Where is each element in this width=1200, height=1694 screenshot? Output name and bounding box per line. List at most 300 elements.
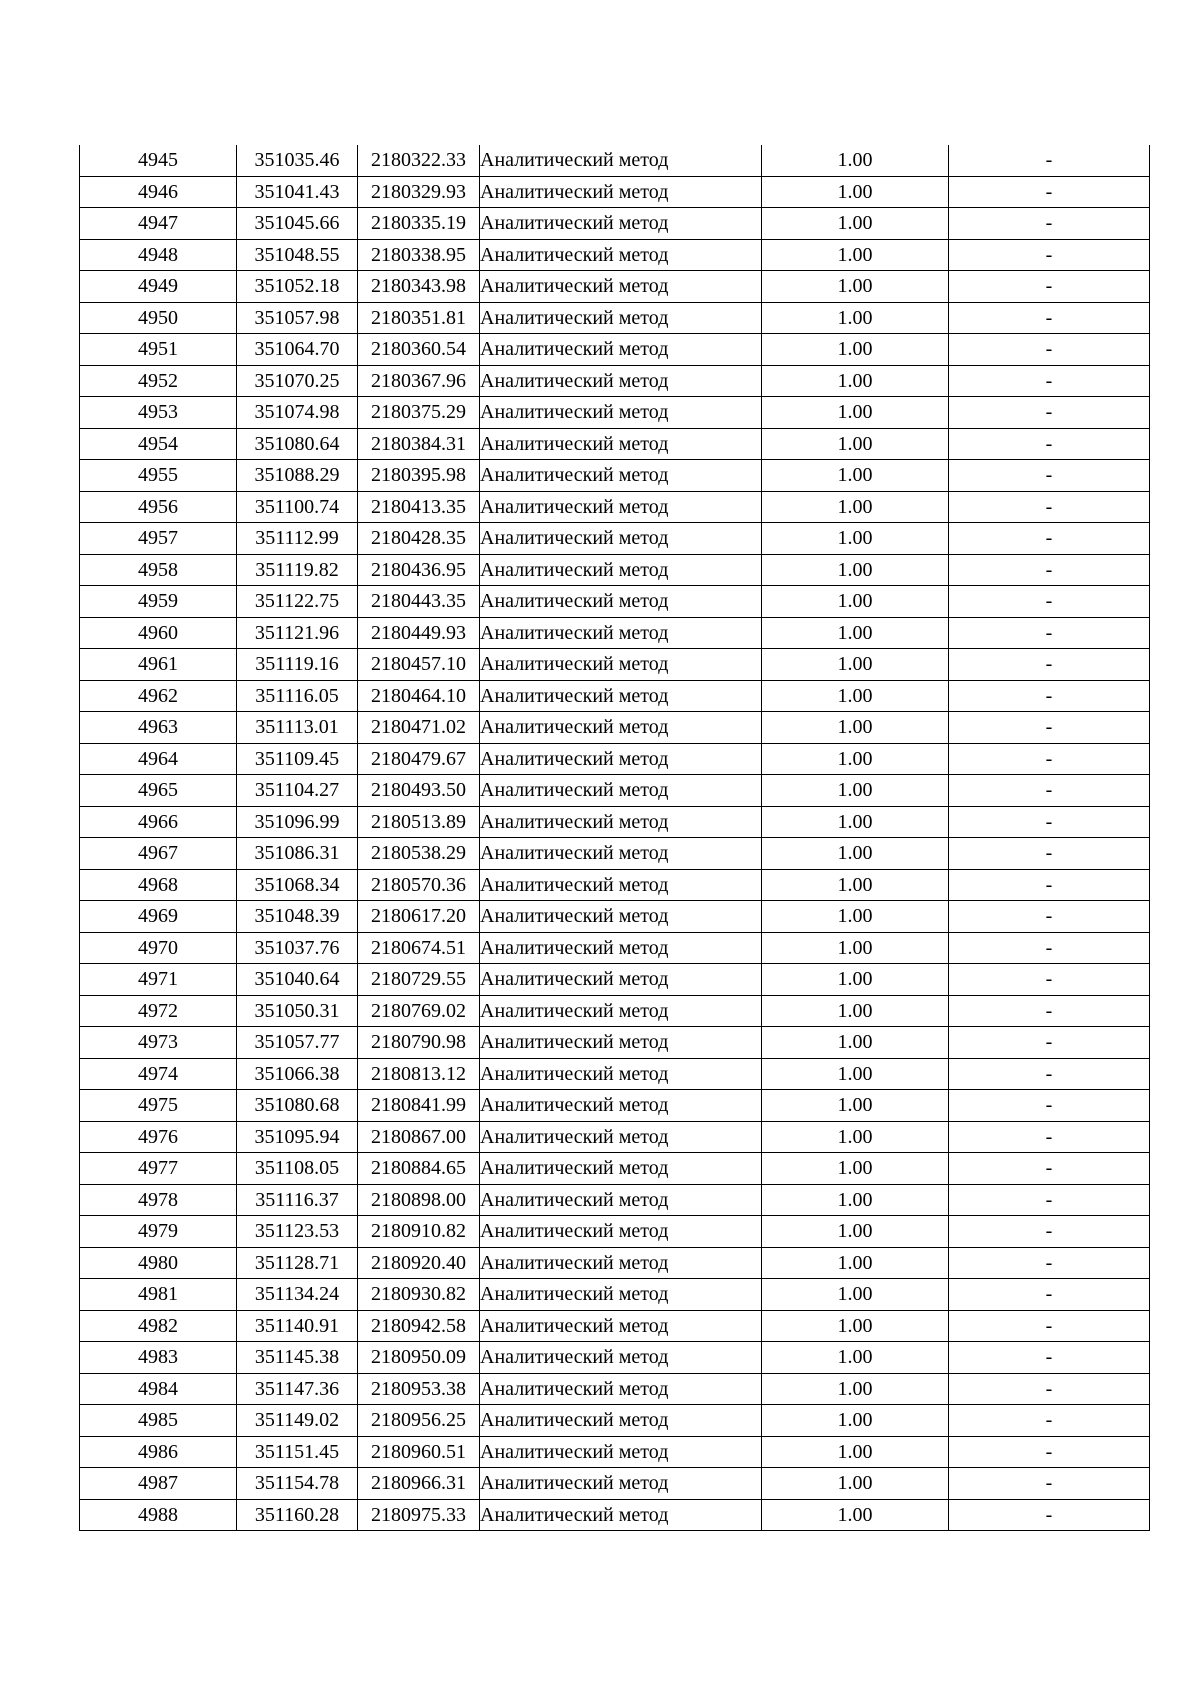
x-coordinate-cell: 351119.16 [237, 649, 358, 681]
table-row [80, 1216, 1150, 1248]
y-coordinate-cell: 2180790.98 [358, 1027, 480, 1059]
method-cell: Аналитический метод [480, 1247, 762, 1279]
table-row [80, 995, 1150, 1027]
accuracy-cell: 1.00 [762, 334, 949, 366]
accuracy-cell: 1.00 [762, 1468, 949, 1500]
y-coordinate-cell: 2180966.31 [358, 1468, 480, 1500]
y-coordinate-cell: 2180956.25 [358, 1405, 480, 1437]
y-coordinate-cell: 2180617.20 [358, 901, 480, 933]
accuracy-cell: 1.00 [762, 869, 949, 901]
y-coordinate-cell: 2180841.99 [358, 1090, 480, 1122]
x-coordinate-cell: 351108.05 [237, 1153, 358, 1185]
method-cell: Аналитический метод [480, 1216, 762, 1248]
point-number-cell: 4947 [80, 208, 237, 240]
x-coordinate-cell: 351041.43 [237, 176, 358, 208]
x-coordinate-cell: 351112.99 [237, 523, 358, 555]
method-cell: Аналитический метод [480, 208, 762, 240]
point-number-cell: 4962 [80, 680, 237, 712]
accuracy-cell: 1.00 [762, 397, 949, 429]
method-cell: Аналитический метод [480, 491, 762, 523]
note-cell: - [949, 365, 1150, 397]
point-number-cell: 4956 [80, 491, 237, 523]
x-coordinate-cell: 351147.36 [237, 1373, 358, 1405]
point-number-cell: 4949 [80, 271, 237, 303]
method-cell: Аналитический метод [480, 1405, 762, 1437]
point-number-cell: 4979 [80, 1216, 237, 1248]
accuracy-cell: 1.00 [762, 901, 949, 933]
x-coordinate-cell: 351080.68 [237, 1090, 358, 1122]
point-number-cell: 4960 [80, 617, 237, 649]
method-cell: Аналитический метод [480, 617, 762, 649]
method-cell: Аналитический метод [480, 1121, 762, 1153]
table-row [80, 1279, 1150, 1311]
y-coordinate-cell: 2180413.35 [358, 491, 480, 523]
y-coordinate-cell: 2180930.82 [358, 1279, 480, 1311]
point-number-cell: 4969 [80, 901, 237, 933]
table-row [80, 743, 1150, 775]
point-number-cell: 4954 [80, 428, 237, 460]
note-cell: - [949, 617, 1150, 649]
note-cell: - [949, 1499, 1150, 1531]
table-row [80, 1184, 1150, 1216]
y-coordinate-cell: 2180953.38 [358, 1373, 480, 1405]
y-coordinate-cell: 2180910.82 [358, 1216, 480, 1248]
accuracy-cell: 1.00 [762, 1027, 949, 1059]
y-coordinate-cell: 2180513.89 [358, 806, 480, 838]
method-cell: Аналитический метод [480, 397, 762, 429]
table-row [80, 460, 1150, 492]
y-coordinate-cell: 2180360.54 [358, 334, 480, 366]
x-coordinate-cell: 351140.91 [237, 1310, 358, 1342]
accuracy-cell: 1.00 [762, 302, 949, 334]
point-number-cell: 4948 [80, 239, 237, 271]
y-coordinate-cell: 2180322.33 [358, 145, 480, 176]
accuracy-cell: 1.00 [762, 491, 949, 523]
table-row [80, 1027, 1150, 1059]
point-number-cell: 4975 [80, 1090, 237, 1122]
accuracy-cell: 1.00 [762, 176, 949, 208]
point-number-cell: 4970 [80, 932, 237, 964]
accuracy-cell: 1.00 [762, 208, 949, 240]
y-coordinate-cell: 2180942.58 [358, 1310, 480, 1342]
table-row [80, 617, 1150, 649]
x-coordinate-cell: 351057.98 [237, 302, 358, 334]
point-number-cell: 4955 [80, 460, 237, 492]
x-coordinate-cell: 351119.82 [237, 554, 358, 586]
accuracy-cell: 1.00 [762, 523, 949, 555]
note-cell: - [949, 554, 1150, 586]
method-cell: Аналитический метод [480, 869, 762, 901]
accuracy-cell: 1.00 [762, 649, 949, 681]
accuracy-cell: 1.00 [762, 271, 949, 303]
accuracy-cell: 1.00 [762, 1058, 949, 1090]
table-row [80, 554, 1150, 586]
table-row [80, 271, 1150, 303]
y-coordinate-cell: 2180343.98 [358, 271, 480, 303]
method-cell: Аналитический метод [480, 302, 762, 334]
note-cell: - [949, 1058, 1150, 1090]
accuracy-cell: 1.00 [762, 1405, 949, 1437]
note-cell: - [949, 1121, 1150, 1153]
table-row [80, 523, 1150, 555]
point-number-cell: 4950 [80, 302, 237, 334]
y-coordinate-cell: 2180449.93 [358, 617, 480, 649]
method-cell: Аналитический метод [480, 712, 762, 744]
table-row [80, 428, 1150, 460]
table-row [80, 806, 1150, 838]
x-coordinate-cell: 351088.29 [237, 460, 358, 492]
x-coordinate-cell: 351134.24 [237, 1279, 358, 1311]
method-cell: Аналитический метод [480, 806, 762, 838]
table-row [80, 176, 1150, 208]
x-coordinate-cell: 351057.77 [237, 1027, 358, 1059]
table-row [80, 334, 1150, 366]
accuracy-cell: 1.00 [762, 838, 949, 870]
table-row [80, 397, 1150, 429]
coordinates-table [79, 145, 1150, 1531]
point-number-cell: 4965 [80, 775, 237, 807]
point-number-cell: 4959 [80, 586, 237, 618]
y-coordinate-cell: 2180335.19 [358, 208, 480, 240]
note-cell: - [949, 1184, 1150, 1216]
y-coordinate-cell: 2180329.93 [358, 176, 480, 208]
note-cell: - [949, 964, 1150, 996]
table-row [80, 1247, 1150, 1279]
accuracy-cell: 1.00 [762, 995, 949, 1027]
accuracy-cell: 1.00 [762, 806, 949, 838]
table-row [80, 208, 1150, 240]
x-coordinate-cell: 351121.96 [237, 617, 358, 649]
accuracy-cell: 1.00 [762, 1216, 949, 1248]
y-coordinate-cell: 2180813.12 [358, 1058, 480, 1090]
point-number-cell: 4973 [80, 1027, 237, 1059]
table-row [80, 1468, 1150, 1500]
y-coordinate-cell: 2180428.35 [358, 523, 480, 555]
table-row [80, 869, 1150, 901]
method-cell: Аналитический метод [480, 1468, 762, 1500]
point-number-cell: 4961 [80, 649, 237, 681]
table-row [80, 775, 1150, 807]
y-coordinate-cell: 2180975.33 [358, 1499, 480, 1531]
point-number-cell: 4977 [80, 1153, 237, 1185]
x-coordinate-cell: 351149.02 [237, 1405, 358, 1437]
note-cell: - [949, 460, 1150, 492]
point-number-cell: 4982 [80, 1310, 237, 1342]
method-cell: Аналитический метод [480, 176, 762, 208]
accuracy-cell: 1.00 [762, 1436, 949, 1468]
accuracy-cell: 1.00 [762, 365, 949, 397]
point-number-cell: 4952 [80, 365, 237, 397]
method-cell: Аналитический метод [480, 995, 762, 1027]
accuracy-cell: 1.00 [762, 1090, 949, 1122]
point-number-cell: 4986 [80, 1436, 237, 1468]
point-number-cell: 4987 [80, 1468, 237, 1500]
method-cell: Аналитический метод [480, 1153, 762, 1185]
note-cell: - [949, 1090, 1150, 1122]
note-cell: - [949, 1153, 1150, 1185]
note-cell: - [949, 775, 1150, 807]
method-cell: Аналитический метод [480, 1342, 762, 1374]
table-row [80, 239, 1150, 271]
accuracy-cell: 1.00 [762, 1373, 949, 1405]
accuracy-cell: 1.00 [762, 617, 949, 649]
method-cell: Аналитический метод [480, 365, 762, 397]
method-cell: Аналитический метод [480, 1373, 762, 1405]
x-coordinate-cell: 351095.94 [237, 1121, 358, 1153]
x-coordinate-cell: 351080.64 [237, 428, 358, 460]
method-cell: Аналитический метод [480, 649, 762, 681]
x-coordinate-cell: 351066.38 [237, 1058, 358, 1090]
y-coordinate-cell: 2180920.40 [358, 1247, 480, 1279]
note-cell: - [949, 1405, 1150, 1437]
y-coordinate-cell: 2180538.29 [358, 838, 480, 870]
note-cell: - [949, 1468, 1150, 1500]
note-cell: - [949, 1027, 1150, 1059]
note-cell: - [949, 932, 1150, 964]
method-cell: Аналитический метод [480, 586, 762, 618]
point-number-cell: 4988 [80, 1499, 237, 1531]
x-coordinate-cell: 351040.64 [237, 964, 358, 996]
point-number-cell: 4958 [80, 554, 237, 586]
note-cell: - [949, 428, 1150, 460]
note-cell: - [949, 523, 1150, 555]
table-row [80, 1373, 1150, 1405]
note-cell: - [949, 1247, 1150, 1279]
point-number-cell: 4985 [80, 1405, 237, 1437]
table-row [80, 1310, 1150, 1342]
note-cell: - [949, 1436, 1150, 1468]
y-coordinate-cell: 2180464.10 [358, 680, 480, 712]
y-coordinate-cell: 2180479.67 [358, 743, 480, 775]
method-cell: Аналитический метод [480, 680, 762, 712]
note-cell: - [949, 397, 1150, 429]
point-number-cell: 4971 [80, 964, 237, 996]
y-coordinate-cell: 2180867.00 [358, 1121, 480, 1153]
accuracy-cell: 1.00 [762, 460, 949, 492]
note-cell: - [949, 806, 1150, 838]
x-coordinate-cell: 351086.31 [237, 838, 358, 870]
x-coordinate-cell: 351064.70 [237, 334, 358, 366]
y-coordinate-cell: 2180384.31 [358, 428, 480, 460]
note-cell: - [949, 176, 1150, 208]
y-coordinate-cell: 2180769.02 [358, 995, 480, 1027]
method-cell: Аналитический метод [480, 1499, 762, 1531]
method-cell: Аналитический метод [480, 932, 762, 964]
y-coordinate-cell: 2180338.95 [358, 239, 480, 271]
x-coordinate-cell: 351151.45 [237, 1436, 358, 1468]
note-cell: - [949, 271, 1150, 303]
method-cell: Аналитический метод [480, 1027, 762, 1059]
x-coordinate-cell: 351096.99 [237, 806, 358, 838]
y-coordinate-cell: 2180471.02 [358, 712, 480, 744]
point-number-cell: 4976 [80, 1121, 237, 1153]
method-cell: Аналитический метод [480, 901, 762, 933]
method-cell: Аналитический метод [480, 1310, 762, 1342]
table-row [80, 1342, 1150, 1374]
table-row [80, 145, 1150, 176]
y-coordinate-cell: 2180729.55 [358, 964, 480, 996]
x-coordinate-cell: 351104.27 [237, 775, 358, 807]
note-cell: - [949, 901, 1150, 933]
point-number-cell: 4983 [80, 1342, 237, 1374]
table-row [80, 1436, 1150, 1468]
note-cell: - [949, 208, 1150, 240]
note-cell: - [949, 743, 1150, 775]
x-coordinate-cell: 351122.75 [237, 586, 358, 618]
note-cell: - [949, 712, 1150, 744]
x-coordinate-cell: 351045.66 [237, 208, 358, 240]
x-coordinate-cell: 351068.34 [237, 869, 358, 901]
table-row [80, 1499, 1150, 1531]
note-cell: - [949, 239, 1150, 271]
accuracy-cell: 1.00 [762, 775, 949, 807]
accuracy-cell: 1.00 [762, 712, 949, 744]
method-cell: Аналитический метод [480, 1058, 762, 1090]
point-number-cell: 4963 [80, 712, 237, 744]
x-coordinate-cell: 351048.39 [237, 901, 358, 933]
x-coordinate-cell: 351037.76 [237, 932, 358, 964]
y-coordinate-cell: 2180884.65 [358, 1153, 480, 1185]
coordinates-table-body [80, 145, 1150, 1531]
accuracy-cell: 1.00 [762, 1279, 949, 1311]
x-coordinate-cell: 351123.53 [237, 1216, 358, 1248]
table-row [80, 1058, 1150, 1090]
note-cell: - [949, 680, 1150, 712]
table-row [80, 1405, 1150, 1437]
point-number-cell: 4951 [80, 334, 237, 366]
method-cell: Аналитический метод [480, 838, 762, 870]
x-coordinate-cell: 351048.55 [237, 239, 358, 271]
table-row [80, 1153, 1150, 1185]
accuracy-cell: 1.00 [762, 1342, 949, 1374]
accuracy-cell: 1.00 [762, 586, 949, 618]
note-cell: - [949, 995, 1150, 1027]
point-number-cell: 4953 [80, 397, 237, 429]
point-number-cell: 4946 [80, 176, 237, 208]
accuracy-cell: 1.00 [762, 1499, 949, 1531]
note-cell: - [949, 649, 1150, 681]
accuracy-cell: 1.00 [762, 428, 949, 460]
x-coordinate-cell: 351074.98 [237, 397, 358, 429]
point-number-cell: 4978 [80, 1184, 237, 1216]
y-coordinate-cell: 2180457.10 [358, 649, 480, 681]
y-coordinate-cell: 2180351.81 [358, 302, 480, 334]
accuracy-cell: 1.00 [762, 1184, 949, 1216]
table-row [80, 932, 1150, 964]
x-coordinate-cell: 351128.71 [237, 1247, 358, 1279]
method-cell: Аналитический метод [480, 239, 762, 271]
table-row [80, 491, 1150, 523]
note-cell: - [949, 1279, 1150, 1311]
accuracy-cell: 1.00 [762, 932, 949, 964]
point-number-cell: 4984 [80, 1373, 237, 1405]
point-number-cell: 4972 [80, 995, 237, 1027]
accuracy-cell: 1.00 [762, 554, 949, 586]
accuracy-cell: 1.00 [762, 680, 949, 712]
note-cell: - [949, 1216, 1150, 1248]
method-cell: Аналитический метод [480, 1279, 762, 1311]
table-row [80, 964, 1150, 996]
y-coordinate-cell: 2180375.29 [358, 397, 480, 429]
x-coordinate-cell: 351050.31 [237, 995, 358, 1027]
y-coordinate-cell: 2180570.36 [358, 869, 480, 901]
method-cell: Аналитический метод [480, 334, 762, 366]
note-cell: - [949, 869, 1150, 901]
y-coordinate-cell: 2180436.95 [358, 554, 480, 586]
y-coordinate-cell: 2180674.51 [358, 932, 480, 964]
method-cell: Аналитический метод [480, 1090, 762, 1122]
note-cell: - [949, 334, 1150, 366]
accuracy-cell: 1.00 [762, 145, 949, 176]
x-coordinate-cell: 351154.78 [237, 1468, 358, 1500]
method-cell: Аналитический метод [480, 271, 762, 303]
point-number-cell: 4980 [80, 1247, 237, 1279]
x-coordinate-cell: 351116.05 [237, 680, 358, 712]
y-coordinate-cell: 2180395.98 [358, 460, 480, 492]
method-cell: Аналитический метод [480, 775, 762, 807]
x-coordinate-cell: 351100.74 [237, 491, 358, 523]
accuracy-cell: 1.00 [762, 239, 949, 271]
table-row [80, 1090, 1150, 1122]
method-cell: Аналитический метод [480, 743, 762, 775]
note-cell: - [949, 586, 1150, 618]
x-coordinate-cell: 351113.01 [237, 712, 358, 744]
x-coordinate-cell: 351116.37 [237, 1184, 358, 1216]
method-cell: Аналитический метод [480, 1184, 762, 1216]
point-number-cell: 4968 [80, 869, 237, 901]
x-coordinate-cell: 351145.38 [237, 1342, 358, 1374]
x-coordinate-cell: 351035.46 [237, 145, 358, 176]
table-row [80, 1121, 1150, 1153]
y-coordinate-cell: 2180493.50 [358, 775, 480, 807]
y-coordinate-cell: 2180960.51 [358, 1436, 480, 1468]
accuracy-cell: 1.00 [762, 1153, 949, 1185]
point-number-cell: 4966 [80, 806, 237, 838]
x-coordinate-cell: 351070.25 [237, 365, 358, 397]
point-number-cell: 4957 [80, 523, 237, 555]
accuracy-cell: 1.00 [762, 1310, 949, 1342]
accuracy-cell: 1.00 [762, 1121, 949, 1153]
x-coordinate-cell: 351160.28 [237, 1499, 358, 1531]
method-cell: Аналитический метод [480, 460, 762, 492]
method-cell: Аналитический метод [480, 1436, 762, 1468]
accuracy-cell: 1.00 [762, 1247, 949, 1279]
y-coordinate-cell: 2180443.35 [358, 586, 480, 618]
table-row [80, 712, 1150, 744]
accuracy-cell: 1.00 [762, 964, 949, 996]
method-cell: Аналитический метод [480, 554, 762, 586]
point-number-cell: 4981 [80, 1279, 237, 1311]
note-cell: - [949, 1373, 1150, 1405]
y-coordinate-cell: 2180950.09 [358, 1342, 480, 1374]
table-row [80, 901, 1150, 933]
note-cell: - [949, 302, 1150, 334]
table-row [80, 649, 1150, 681]
table-row [80, 680, 1150, 712]
method-cell: Аналитический метод [480, 523, 762, 555]
method-cell: Аналитический метод [480, 428, 762, 460]
table-row [80, 302, 1150, 334]
note-cell: - [949, 491, 1150, 523]
accuracy-cell: 1.00 [762, 743, 949, 775]
note-cell: - [949, 1310, 1150, 1342]
table-row [80, 365, 1150, 397]
point-number-cell: 4964 [80, 743, 237, 775]
point-number-cell: 4945 [80, 145, 237, 176]
x-coordinate-cell: 351052.18 [237, 271, 358, 303]
y-coordinate-cell: 2180898.00 [358, 1184, 480, 1216]
method-cell: Аналитический метод [480, 145, 762, 176]
